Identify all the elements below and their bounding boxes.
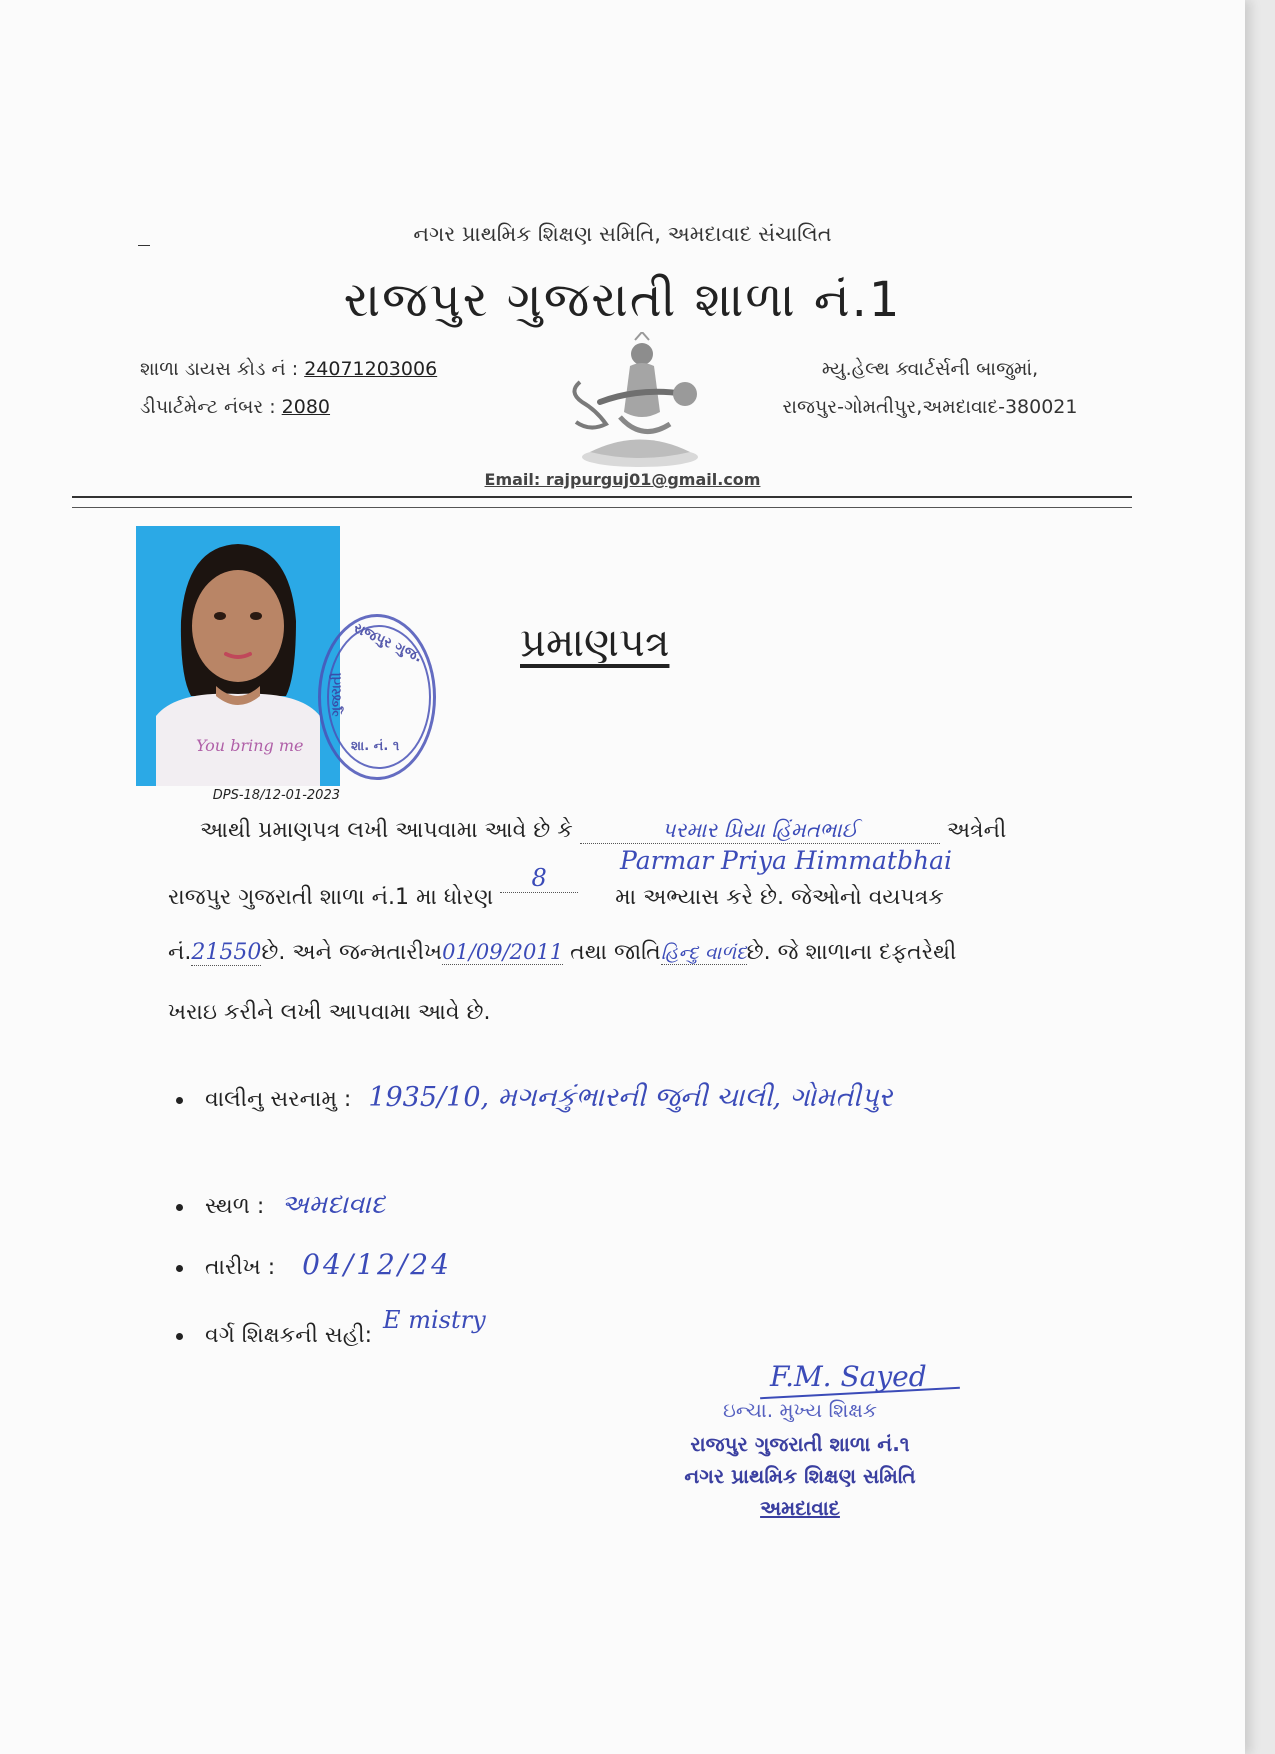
- line2-start: રાજપુર ગુજરાતી શાળા નં.1 મા ધોરણ: [168, 885, 494, 910]
- teacher-sign-row: [176, 1306, 486, 1348]
- bullet-dot: [176, 1333, 183, 1340]
- reg-no-label: નં.: [168, 940, 192, 965]
- dept-no: 2080: [281, 396, 331, 418]
- line3-end: છે. જે શાળાના દફતરેથી: [746, 940, 957, 965]
- principal-signature: F.M. Sayed: [770, 1360, 927, 1393]
- address-line-2: રાજપુર-ગોમતીપુર,અમદાવાદ-380021: [782, 396, 1078, 418]
- header-rule-thin: [72, 507, 1132, 508]
- date-value: 04/12/24: [302, 1248, 452, 1281]
- round-school-stamp: [318, 614, 436, 780]
- cert-line-2: [168, 864, 1088, 911]
- principal-designation: ઇન્ચા. મુખ્ય શિક્ષક: [722, 1398, 878, 1422]
- margin-dash: [138, 245, 150, 246]
- bullet-dot: [176, 1097, 183, 1104]
- saraswati-logo: [560, 332, 720, 472]
- line1-start: આથી પ્રમાણપત્ર લખી આપવામા આવે છે કે: [200, 818, 573, 843]
- school-email: Email: rajpurguj01@gmail.com: [484, 470, 761, 489]
- line3-mid2: તથા જાતિ: [570, 940, 661, 965]
- teacher-sign-label: વર્ગ શિક્ષકની સહી:: [205, 1323, 373, 1348]
- caste-value: હિન્દુ વાળંદ: [660, 942, 747, 964]
- cert-line-1: [200, 818, 1120, 844]
- line3-mid1: છે. અને જન્મતારીખ: [261, 940, 443, 965]
- stamp-text-side: ગુજરાતી: [329, 672, 345, 717]
- place-value: અમદાવાદ: [281, 1190, 386, 1220]
- student-photo: [136, 526, 340, 786]
- teacher-signature: E mistry: [383, 1306, 486, 1334]
- date-row: [176, 1248, 452, 1281]
- guardian-address-label: વાલીનુ સરનામુ :: [205, 1087, 352, 1112]
- bullet-dot: [176, 1204, 183, 1211]
- place-row: [176, 1190, 385, 1221]
- header-rule: [72, 496, 1132, 498]
- address-line-1: મ્યુ.હેલ્થ ક્વાર્ટર્સની બાજુમાં,: [821, 358, 1039, 380]
- date-of-birth: 01/09/2011: [442, 940, 564, 964]
- school-name: રાજપુર ગુજરાતી શાળા નં.1: [343, 272, 902, 328]
- line1-end: અત્રેની: [946, 818, 1007, 843]
- cert-line-3: [168, 940, 1108, 966]
- stamp-text-bottom: શા. નં. ૧: [351, 739, 400, 754]
- guardian-address-value: 1935/10, મગનકુંભારની જુની ચાલી, ગોમતીપુર: [368, 1082, 893, 1113]
- dept-row: [140, 396, 330, 418]
- dise-code: 24071203006: [304, 358, 438, 380]
- student-name-gujarati: પરમાર પ્રિયા હિંમતભાઈ: [580, 818, 940, 844]
- cert-line-4: ખરાઇ કરીને લખી આપવામા આવે છે.: [168, 1000, 491, 1025]
- dept-label: ડીપાર્ટમેન્ટ નંબર :: [140, 396, 276, 418]
- guardian-address-row: [176, 1082, 892, 1114]
- certificate-title: પ્રમાણપત્ર: [520, 620, 670, 666]
- bullet-dot: [176, 1265, 183, 1272]
- shirt-print: You bring me: [196, 736, 304, 755]
- photo-caption: DPS-18/12-01-2023: [212, 788, 340, 803]
- dise-label: શાળા ડાયસ કોડ નં :: [140, 358, 299, 380]
- date-label: તારીખ :: [205, 1255, 276, 1280]
- student-name-english: Parmar Priya Himmatbhai: [620, 846, 952, 875]
- principal-stamp-city: અમદાવાદ: [760, 1496, 840, 1520]
- place-label: સ્થળ :: [205, 1194, 265, 1219]
- stamp-text-top: રાજપુર ગુજ.: [351, 620, 425, 666]
- principal-stamp-school: રાજપુર ગુજરાતી શાળા નં.૧: [690, 1432, 910, 1456]
- principal-stamp-committee: નગર પ્રાથમિક શિક્ષણ સમિતિ: [684, 1464, 916, 1488]
- standard-value: 8: [500, 864, 578, 893]
- register-no: 21550: [191, 940, 262, 965]
- dise-code-row: [140, 358, 437, 380]
- line2-end: મા અભ્યાસ કરે છે. જેઓનો વયપત્રક: [615, 885, 944, 910]
- header-subtitle: નગર પ્રાથમિક શિક્ષણ સમિતિ, અમદાવાદ સંચાલિત: [413, 222, 832, 246]
